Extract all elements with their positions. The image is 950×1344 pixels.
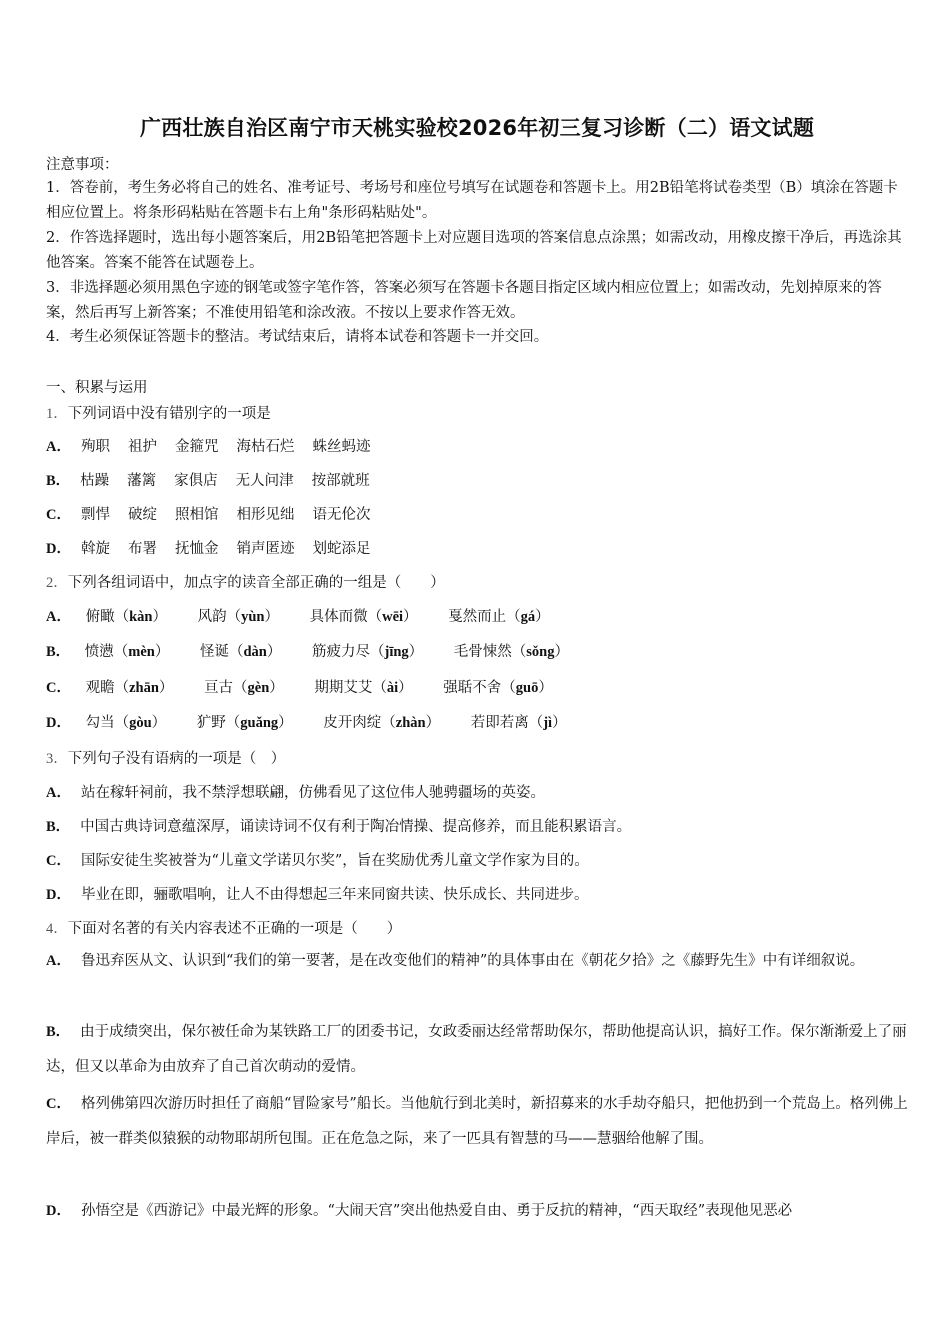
option-label: D． <box>46 1203 71 1219</box>
option-word: 相形见绌 <box>236 507 295 523</box>
option-text: 格列佛第四次游历时担任了商船“冒险家号”船长。当他航行到北美时，新招募来的水手劫夺船只，把他扔到一个荒岛上。格列佛上岸后，被一群类似猿猴的动物耶胡所包围。正在危急之际，来了一匹具有智慧的马——慧骃给他解了围。 <box>46 1096 908 1147</box>
q1-option-c <box>46 503 388 524</box>
option-label: D． <box>46 715 71 731</box>
option-word: 家俱店 <box>174 473 218 489</box>
question-2-stem <box>46 571 445 592</box>
option-word: 毛骨悚然 <box>453 644 512 660</box>
question-3-stem <box>46 747 285 768</box>
question-text: 下列各组词语中，加点字的读音全部正确的一组是（ ） <box>67 575 445 591</box>
option-word: 勾当 <box>85 715 115 731</box>
option-text: 由于成绩突出，保尔被任命为某铁路工厂的团委书记，女政委丽达经常帮助保尔，帮助他提高认识，搞好工作。保尔渐渐爱上了丽达，但又以革命为由放弃了自己首次萌动的爱情。 <box>46 1024 907 1075</box>
option-word: 破绽 <box>127 507 157 523</box>
option-word: 金箍咒 <box>174 439 219 455</box>
option-word: 枯躁 <box>80 473 110 489</box>
pinyin: jì <box>543 715 553 731</box>
option-label: C． <box>46 1096 71 1112</box>
option-word: 期期艾艾 <box>314 680 373 696</box>
q1-option-b <box>46 469 388 490</box>
pinyin: guǎng <box>240 715 279 731</box>
option-word: 销声匿迹 <box>236 541 295 557</box>
pinyin: yùn <box>241 609 265 625</box>
q2-option-c: C． 观瞻（zhān） 亘古（gèn） 期期艾艾（ài） 强聒不舍（guō） <box>46 680 553 696</box>
option-word: 亘古 <box>204 680 234 696</box>
q2-option-a: A． 俯瞰（kàn） 风韵（yùn） 具体而微（wēi） 戛然而止（gá） <box>46 609 550 625</box>
option-label: B． <box>46 819 71 835</box>
question-1-stem <box>46 402 271 423</box>
option-label: C． <box>46 680 71 696</box>
option-label: A． <box>46 609 71 625</box>
q2-option-d: D． 勾当（gòu） 犷野（guǎng） 皮开肉绽（zhàn） 若即若离（jì） <box>46 715 567 731</box>
question-4-stem <box>46 917 401 938</box>
question-text: 下列句子没有语病的一项是（ ） <box>67 751 286 767</box>
option-text: 国际安徒生奖被誉为“儿童文学诺贝尔奖”，旨在奖励优秀儿童文学作家为目的。 <box>80 853 589 869</box>
option-label: B． <box>46 473 71 489</box>
option-word: 语无伦次 <box>312 507 371 523</box>
option-label: A． <box>46 785 71 801</box>
option-text: 中国古典诗词意蕴深厚，诵读诗词不仅有利于陶冶情操、提高修养，而且能积累语言。 <box>80 819 632 835</box>
pinyin: ài <box>386 680 399 696</box>
option-label: C． <box>46 853 71 869</box>
option-label: D． <box>46 887 71 903</box>
pinyin: zhān <box>129 680 159 696</box>
question-number: 2． <box>46 575 68 591</box>
option-label: D． <box>46 541 71 557</box>
option-word: 筋疲力尽 <box>311 644 370 660</box>
notice-item-4: 4．考生必须保证答题卡的整洁。考试结束后，请将本试卷和答题卡一并交回。 <box>46 329 549 345</box>
q3-option-c <box>46 849 589 870</box>
question-number: 3． <box>46 751 68 767</box>
option-word: 无人问津 <box>235 473 294 489</box>
notice-item-3: 3．非选择题必须用黑色字迹的钢笔或签字笔作答，答案必须写在答题卡各题目指定区域内相应位置上；如需改动，先划掉原来的答案，然后再写上新答案；不准使用铅笔和涂改液。不按以上要求作答无效。 <box>46 280 882 321</box>
notice-item-1: 1．答卷前，考生务必将自己的姓名、准考证号、考场号和座位号填写在试题卷和答题卡上。用2B铅笔将试卷类型（B）填涂在答题卡相应位置上。将条形码粘贴在答题卡右上角"条形码粘贴处"。 <box>46 180 898 221</box>
option-label: A． <box>46 953 71 969</box>
option-word: 强聒不舍 <box>443 680 502 696</box>
pinyin: gá <box>520 609 536 625</box>
q1-option-a <box>46 435 388 456</box>
pinyin: gòu <box>129 715 152 731</box>
question-text: 下面对名著的有关内容表述不正确的一项是（ ） <box>67 921 402 937</box>
q4-option-c <box>46 1087 908 1157</box>
option-word: 具体而微 <box>309 609 368 625</box>
option-label: A． <box>46 439 71 455</box>
option-word: 布署 <box>127 541 157 557</box>
option-label: C． <box>46 507 71 523</box>
option-text: 鲁迅弃医从文、认识到“我们的第一要著，是在改变他们的精神”的具体事由在《朝花夕拾》之《藤野先生》中有详细叙说。 <box>80 953 865 969</box>
q4-option-d <box>46 1194 908 1229</box>
pinyin: wēi <box>382 609 404 625</box>
option-word: 愤懑 <box>84 644 114 660</box>
exam-title: 广西壮族自治区南宁市天桃实验校2026年初三复习诊断（二）语文试题 <box>139 116 815 140</box>
option-word: 俯瞰 <box>85 609 115 625</box>
q3-option-b <box>46 815 631 836</box>
option-label: B． <box>46 1024 71 1040</box>
option-word: 怪诞 <box>199 644 229 660</box>
pinyin: sǒng <box>526 644 555 660</box>
option-word: 藩篱 <box>127 473 157 489</box>
q3-option-d <box>46 883 588 904</box>
option-word: 风韵 <box>197 609 227 625</box>
option-word: 划蛇添足 <box>312 541 371 557</box>
pinyin: zhàn <box>395 715 426 731</box>
question-text: 下列词语中没有错别字的一项是 <box>67 406 271 422</box>
option-word: 照相馆 <box>174 507 219 523</box>
option-word: 戛然而止 <box>448 609 507 625</box>
pinyin: mèn <box>128 644 155 660</box>
option-word: 剽悍 <box>80 507 110 523</box>
pinyin: gèn <box>247 680 270 696</box>
option-word: 皮开肉绽 <box>323 715 382 731</box>
option-word: 若即若离 <box>470 715 529 731</box>
option-text: 站在稼轩祠前，我不禁浮想联翩，仿佛看见了这位伟人驰骋疆场的英姿。 <box>80 785 545 801</box>
option-word: 抚恤金 <box>174 541 219 557</box>
option-word: 蛛丝蚂迹 <box>312 439 371 455</box>
pinyin: kàn <box>129 609 153 625</box>
option-word: 观瞻 <box>85 680 115 696</box>
question-number: 4． <box>46 921 68 937</box>
q4-option-b <box>46 1015 908 1085</box>
option-word: 祖护 <box>127 439 157 455</box>
option-word: 海枯石烂 <box>236 439 295 455</box>
option-text: 毕业在即，骊歌唱响，让人不由得想起三年来同窗共读、快乐成长、共同进步。 <box>80 887 589 903</box>
q4-option-a <box>46 944 908 979</box>
pinyin: guō <box>515 680 539 696</box>
q3-option-a <box>46 781 545 802</box>
option-word: 斡旋 <box>80 541 110 557</box>
pinyin: dàn <box>243 644 267 660</box>
q2-option-b: B． 愤懑（mèn） 怪诞（dàn） 筋疲力尽（jīng） 毛骨悚然（sǒng） <box>46 644 569 660</box>
option-word: 殉职 <box>80 439 110 455</box>
notice-item-2: 2．作答选择题时，选出每小题答案后，用2B铅笔把答题卡上对应题目选项的答案信息点涂黑；如需改动，用橡皮擦干净后，再选涂其他答案。答案不能答在试题卷上。 <box>46 230 902 271</box>
option-text: 孙悟空是《西游记》中最光辉的形象。“大闹天宫”突出他热爱自由、勇于反抗的精神，“西天取经”表现他见恶必 <box>80 1203 793 1219</box>
question-number: 1． <box>46 406 68 422</box>
section-heading: 一、积累与运用 <box>46 380 148 396</box>
q1-option-d <box>46 537 388 558</box>
option-label: B． <box>46 644 71 660</box>
pinyin: jīng <box>384 644 409 660</box>
option-word: 按部就班 <box>311 473 370 489</box>
notice-heading: 注意事项： <box>46 157 119 173</box>
option-word: 犷野 <box>196 715 226 731</box>
